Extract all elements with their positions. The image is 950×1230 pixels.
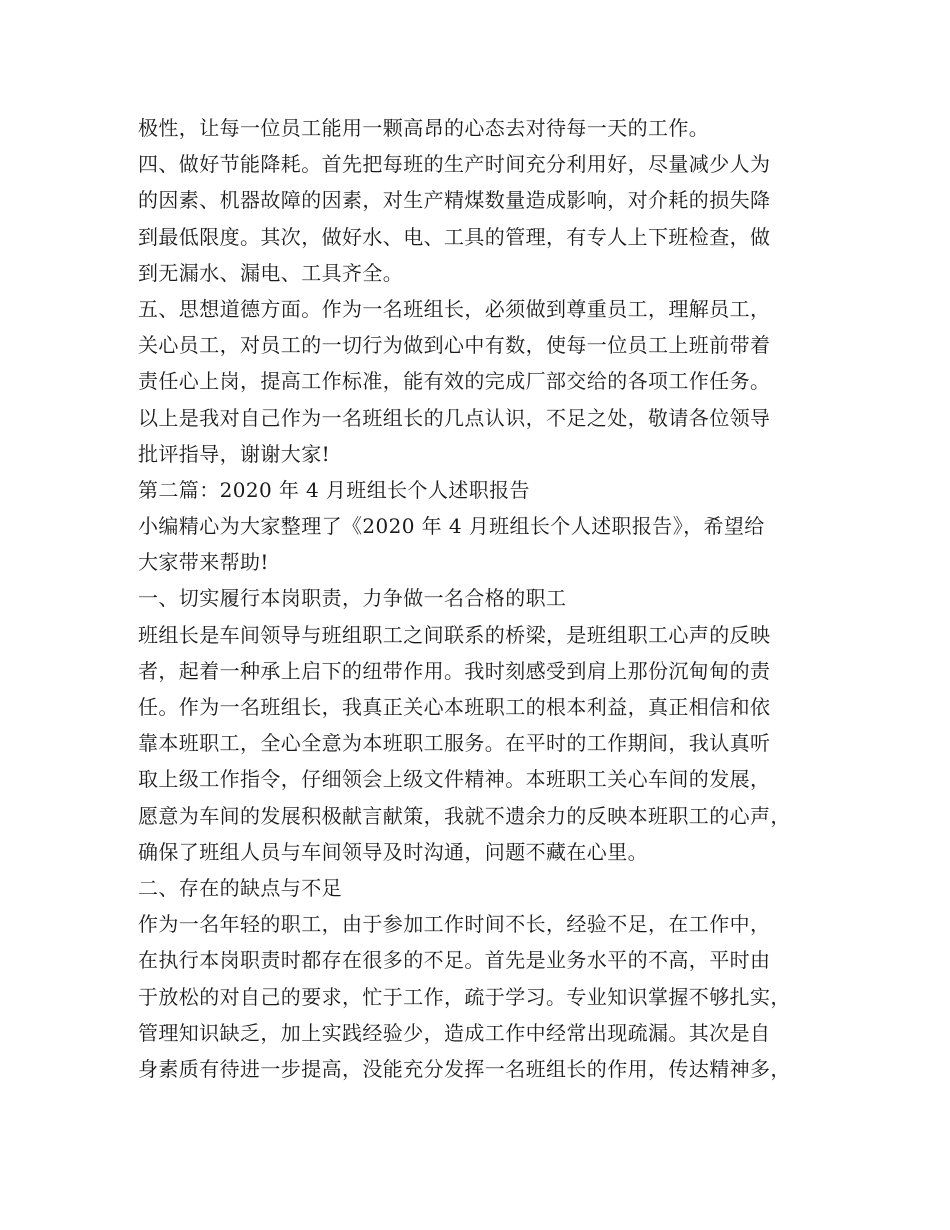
text-line: 以上是我对自己作为一名班组长的几点认识，不足之处，敬请各位领导 [138, 405, 771, 430]
body-text [138, 110, 838, 1087]
text-line: 在执行本岗职责时都存在很多的不足。首先是业务水平的不高，平时由 [138, 948, 771, 973]
text-line: 极性，让每一位员工能用一颗高昂的心态去对待每一天的工作。 [138, 116, 710, 140]
text-line: 关心员工，对员工的一切行为做到心中有数，使每一位员工上班前带着 [138, 333, 771, 358]
text-line: 靠本班职工，全心全意为本班职工服务。在平时的工作期间，我认真听 [138, 731, 771, 756]
text-line: 确保了班组人员与车间领导及时沟通，问题不藏在心里。 [138, 839, 648, 864]
text-line: 批评指导，谢谢大家! [138, 441, 331, 466]
text-line: 于放松的对自己的要求，忙于工作，疏于学习。专业知识掌握不够扎实， [138, 984, 791, 1009]
text-line: 责任心上岗，提高工作标准，能有效的完成厂部交给的各项工作任务。 [138, 369, 771, 394]
text-line: 大家带来帮助! [138, 550, 269, 575]
text-line: 身素质有待进一步提高，没能充分发挥一名班组长的作用，传达精神多， [138, 1056, 791, 1081]
text-line: 作为一名年轻的职工，由于参加工作时间不长，经验不足，在工作中， [138, 912, 771, 937]
text-line: 管理知识缺乏，加上实践经验少，造成工作中经常出现疏漏。其次是自 [138, 1020, 771, 1045]
section-heading: 第二篇：2020 年 4 月班组长个人述职报告 [138, 477, 530, 502]
text-line: 者，起着一种承上启下的纽带作用。我时刻感受到肩上那份沉甸甸的责 [138, 658, 771, 683]
text-line: 到无漏水、漏电、工具齐全。 [138, 260, 404, 285]
text-line: 取上级工作指令，仔细领会上级文件精神。本班职工关心车间的发展， [138, 767, 771, 792]
text-line: 愿意为车间的发展积极献言献策，我就不遗余力的反映本班职工的心声， [138, 803, 791, 828]
text-line: 任。作为一名班组长，我真正关心本班职工的根本利益，真正相信和依 [138, 695, 771, 719]
text-line: 班组长是车间领导与班组职工之间联系的桥梁，是班组职工心声的反映 [138, 622, 771, 647]
text-line: 五、思想道德方面。作为一名班组长，必须做到尊重员工，理解员工， [138, 296, 771, 321]
text-line: 四、做好节能降耗。首先把每班的生产时间充分利用好，尽量减少人为 [138, 152, 771, 177]
text-line: 到最低限度。其次，做好水、电、工具的管理，有专人上下班检查，做 [138, 224, 771, 249]
subheading: 二、存在的缺点与不足 [138, 875, 342, 900]
subheading: 一、切实履行本岗职责，力争做一名合格的职工 [138, 586, 567, 611]
text-line: 小编精心为大家整理了《2020 年 4 月班组长个人述职报告》，希望给 [138, 514, 765, 539]
text-line: 的因素、机器故障的因素，对生产精煤数量造成影响，对介耗的损失降 [138, 188, 771, 213]
